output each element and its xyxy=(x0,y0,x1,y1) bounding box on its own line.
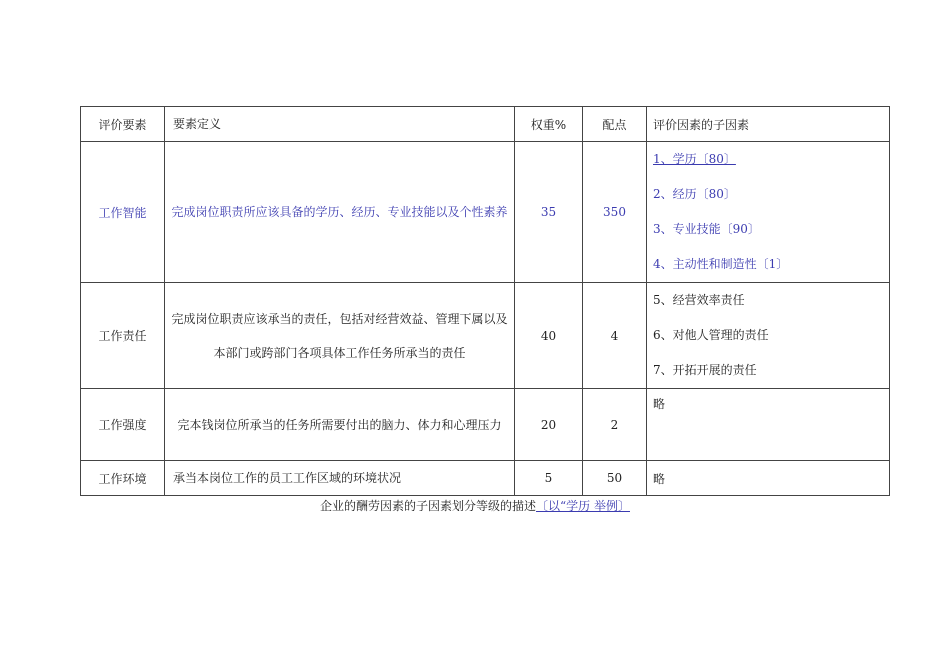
table-row xyxy=(81,461,890,496)
header-subfactors: 评价因素的子因素 xyxy=(647,107,890,142)
table-caption xyxy=(0,497,950,514)
subfactor-item: 略 xyxy=(653,471,666,486)
factor-weight: 40 xyxy=(515,283,583,389)
caption-text: 企业的酬劳因素的子因素划分等级的描述 xyxy=(320,499,537,513)
factor-name: 工作智能 xyxy=(81,142,165,283)
subfactor-item-link[interactable]: 1、学历〔80〕 xyxy=(653,152,736,166)
subfactor-item: 2、经历〔80〕 xyxy=(653,187,736,201)
factor-weight: 20 xyxy=(515,389,583,461)
table-row xyxy=(81,283,890,389)
subfactor-list xyxy=(647,283,890,389)
factor-definition: 完成岗位职责所应该具备的学历、经历、专业技能以及个性素养 xyxy=(165,142,515,283)
factor-definition: 完成岗位职责应该承当的责任，包括对经营效益、管理下属以及本部门或跨部门各项具体工作任务所承当的责任 xyxy=(165,283,515,389)
table-row xyxy=(81,389,890,461)
subfactor-list xyxy=(647,389,890,461)
header-factor: 评价要素 xyxy=(81,107,165,142)
factor-weight: 35 xyxy=(515,142,583,283)
factor-definition: 完本钱岗位所承当的任务所需要付出的脑力、体力和心理压力 xyxy=(165,389,515,461)
header-definition: 要素定义 xyxy=(165,107,515,142)
factor-name: 工作环境 xyxy=(81,461,165,496)
subfactor-item: 3、专业技能〔90〕 xyxy=(653,222,760,236)
compensation-factor-table xyxy=(80,106,890,496)
subfactor-item: 7、开拓开展的责任 xyxy=(653,363,757,377)
table-row xyxy=(81,142,890,283)
subfactor-list xyxy=(647,461,890,496)
subfactor-item: 5、经营效率责任 xyxy=(653,293,745,307)
subfactor-item: 4、主动性和制造性〔1〕 xyxy=(653,257,789,271)
header-weight: 权重% xyxy=(515,107,583,142)
factor-name: 工作强度 xyxy=(81,389,165,461)
factor-points: 50 xyxy=(583,461,647,496)
factor-definition: 承当本岗位工作的员工工作区域的环境状况 xyxy=(165,461,515,496)
caption-link[interactable]: 〔以“学历 举例〕 xyxy=(536,499,630,513)
table-header-row xyxy=(81,107,890,142)
factor-weight: 5 xyxy=(515,461,583,496)
subfactor-list xyxy=(647,142,890,283)
factor-points: 4 xyxy=(583,283,647,389)
header-points: 配点 xyxy=(583,107,647,142)
factor-points: 350 xyxy=(583,142,647,283)
subfactor-item: 6、对他人管理的责任 xyxy=(653,328,769,342)
subfactor-item: 略 xyxy=(653,397,666,411)
factor-name: 工作责任 xyxy=(81,283,165,389)
factor-points: 2 xyxy=(583,389,647,461)
